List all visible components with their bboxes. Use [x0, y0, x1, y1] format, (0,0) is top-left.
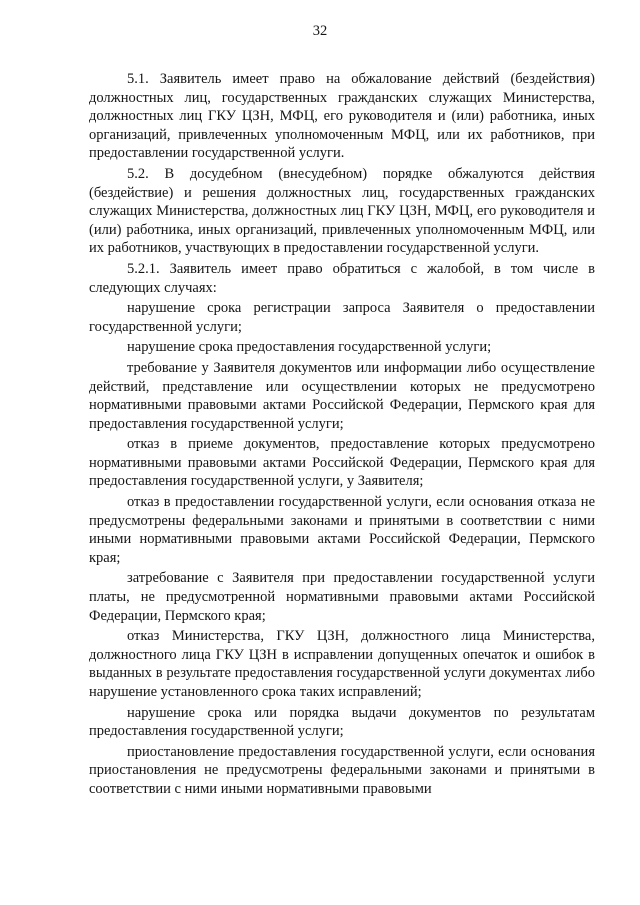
list-item-issuance-deadline: нарушение срока или порядка выдачи документов по результатам предоставления государственной услуги; [89, 704, 595, 740]
list-item-correction-refusal: отказ Министерства, ГКУ ЦЗН, должностного лица Министерства, должностного лица ГКУ ЦЗН в исправлении допущенных опечаток и ошибок в выданных в результате предоставления государственной услуги документах либо нарушение установленного срока таких исправлений; [89, 628, 595, 700]
page-number: 32 [312, 23, 328, 39]
list-item-document-demand: требование у Заявителя документов или информации либо осуществление действий, представление или осуществлении которых не предусмотрено нормативными правовыми актами Российской Федерации, Пермского края для предоставления государственной услуги; [89, 359, 595, 432]
list-item-document-refusal: отказ в приеме документов, предоставление которых предусмотрено нормативными правовыми актами Российской Федерации, Пермского края для предоставления государственной услуги, у Заявителя; [89, 436, 595, 490]
list-item-service-refusal: отказ в предоставлении государственной услуги, если основания отказа не предусмотрены федеральными законами и принятыми в соответствии с ними иными нормативными правовыми актами Российской Федерации, Пермского края; [89, 494, 595, 566]
paragraph-5-2-1: 5.2.1. Заявитель имеет право обратиться с жалобой, в том числе в следующих случаях: [89, 260, 595, 296]
list-item-suspension: приостановление предоставления государственной услуги, если основания приостановления не предусмотрены федеральными законами и принятыми в соответствии с ними иными нормативными правовыми [89, 743, 595, 797]
document-body [89, 70, 595, 801]
list-item-fee-demand: затребование с Заявителя при предоставлении государственной услуги платы, не предусмотренной нормативными правовыми актами Российской Федерации, Пермского края; [89, 570, 595, 624]
paragraph-5-2: 5.2. В досудебном (внесудебном) порядке обжалуются действия (бездействие) и решения должностных лиц, государственных гражданских служащих Министерства, должностных лиц ГКУ ЦЗН, МФЦ, его руководителя и (или) работника, иных организаций, привлеченных уполномоченным МФЦ, или их работников, участвующих в предоставлении государственной услуги. [89, 165, 595, 257]
paragraph-5-1: 5.1. Заявитель имеет право на обжалование действий (бездействия) должностных лиц, государственных гражданских служащих Министерства, должностных лиц ГКУ ЦЗН, МФЦ, его руководителя и (или) работника, иных организаций, привлеченных уполномоченным МФЦ, или их работников, при предоставлении государственной услуги. [89, 71, 595, 162]
list-item-service-deadline: нарушение срока предоставления государственной услуги; [127, 339, 492, 356]
list-item-registration-deadline: нарушение срока регистрации запроса Заявителя о предоставлении государственной услуги; [89, 300, 595, 335]
